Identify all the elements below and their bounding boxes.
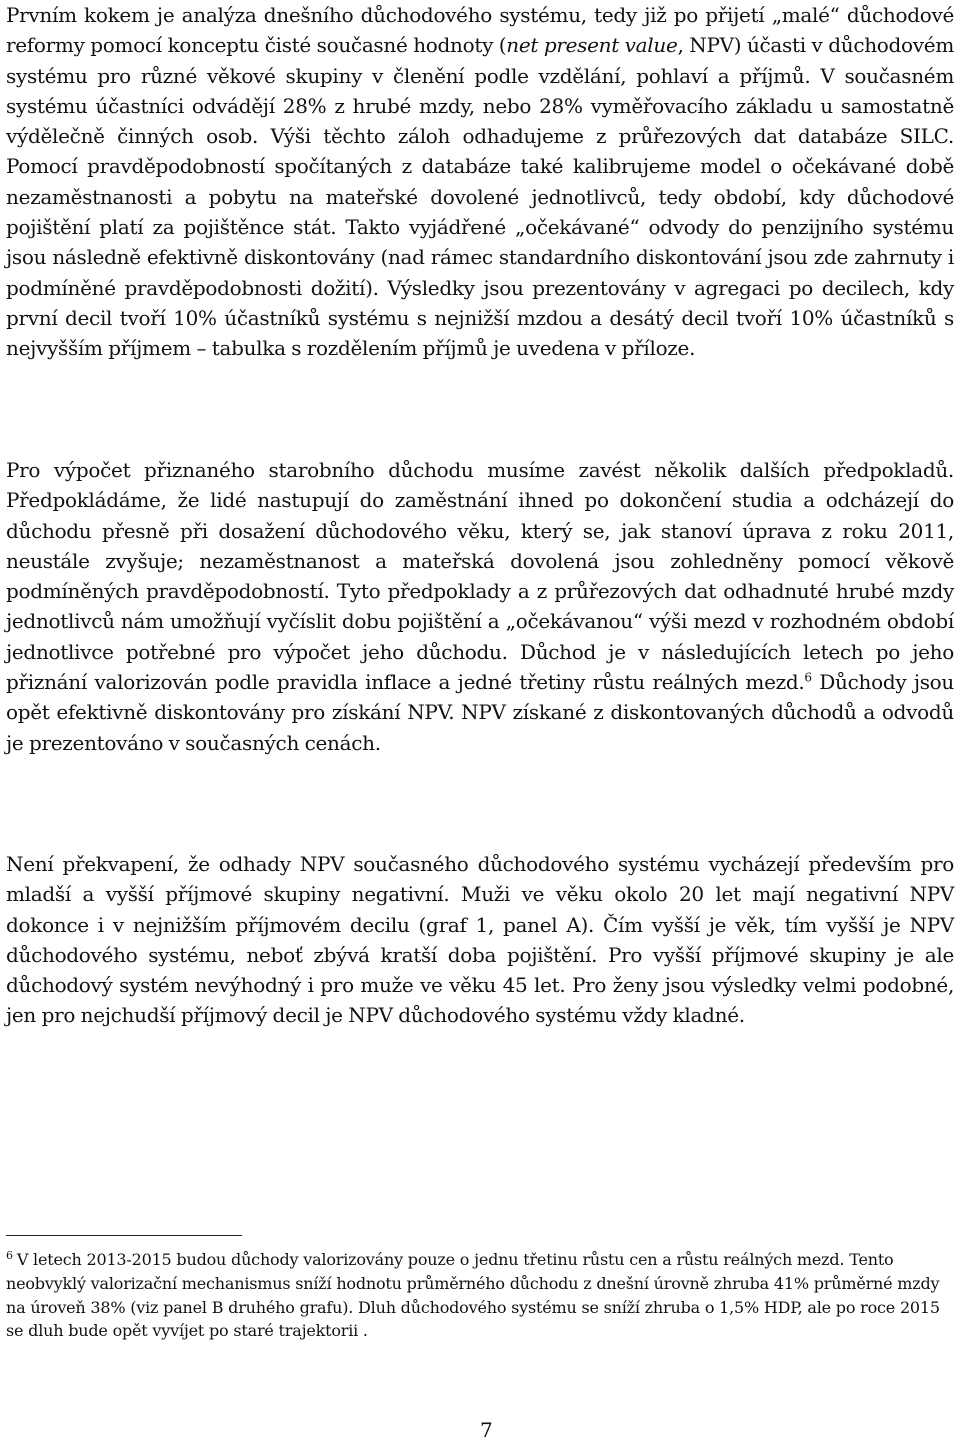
page-number: 7	[480, 1418, 493, 1442]
paragraph-pension-assumptions	[6, 455, 954, 758]
footnote-marker: 6	[6, 1248, 13, 1262]
paragraph-text: Prvním kokem je analýza dnešního důchodového systému, tedy již po přijetí „malé“ důchodové reformy pomocí konceptu čisté současné hodnoty (	[6, 3, 954, 58]
paragraph-text: , NPV) účasti v důchodovém systému pro různé věkové skupiny v členění podle vzdělání, pohlaví a příjmů. V současném systému účastníci odvádějí 28% z hrubé mzdy, nebo 28% vyměřovacího základu u samostatně výdělečně činných osob. Výši těchto záloh odhadujeme z průřezových dat databáze SILC. Pomocí pravděpodobností spočítaných z databáze také kalibrujeme model o očekávané době nezaměstnanosti a pobytu na mateřské dovolené jednotlivců, tedy období, kdy důchodové pojištění platí za pojištěnce stát. Takto vyjádřené „očekávané“ odvody do penzijního systému jsou následně efektivně diskontovány (nad rámec standardního diskontování jsou zde zahrnuty i podmíněné pravděpodobnosti dožití). Výsledky jsou prezentovány v agregaci po decilech, kdy první decil tvoří 10% účastníků systému s nejnižší mzdou a desátý decil tvoří 10% účastníků s nejvyšším příjmem – tabulka s rozdělením příjmů je uvedena v příloze.	[6, 33, 954, 361]
paragraph-text: Není překvapení, že odhady NPV současného důchodového systému vycházejí především pro mladší a vyšší příjmové skupiny negativní. Muži ve věku okolo 20 let mají negativní NPV dokonce i v nejnižším příjmovém decilu (graf 1, panel A). Čím vyšší je věk, tím vyšší je NPV důchodového systému, neboť zbývá kratší doba pojištění. Pro vyšší příjmové skupiny je ale důchodový systém nevýhodný i pro muže ve věku 45 let. Pro ženy jsou výsledky velmi podobné, jen pro nejchudší příjmový decil je NPV důchodového systému vždy kladné.	[6, 852, 954, 1028]
paragraph-npv-analysis	[6, 0, 954, 364]
footnote-reference[interactable]: 6	[804, 670, 812, 685]
footnote-separator	[6, 1235, 242, 1236]
footnote-text: V letech 2013-2015 budou důchody valorizovány pouze o jednu třetinu růstu cen a růstu reálných mezd. Tento neobvyklý valorizační mechanismus sníží hodnotu průměrného důchodu z dnešní úrovně zhruba 41% průměrné mzdy na úroveň 38% (viz panel B druhého grafu). Dluh důchodového systému se sníží zhruba o 1,5% HDP, ale po roce 2015 se dluh bude opět vyvíjet po staré trajektorii .	[6, 1250, 940, 1341]
italic-term: net present value	[506, 33, 678, 58]
paragraph-text: Důchody jsou opět efektivně diskontovány pro získání NPV. NPV získané z diskontovaných důchodů a odvodů je prezentováno v současných cenách.	[6, 670, 955, 755]
paragraph-text: Pro výpočet přiznaného starobního důchodu musíme zavést několik dalších předpokladů. Předpokládáme, že lidé nastupují do zaměstnání ihned po dokončení studia a odcházejí do důchodu přesně při dosažení důchodového věku, který se, jak stanoví úprava z roku 2011, neustále zvyšuje; nezaměstnanost a mateřská dovolená jsou zohledněny pomocí věkově podmíněných pravděpodobností. Tyto předpoklady a z průřezových dat odhadnuté hrubé mzdy jednotlivců nám umožňují vyčíslit dobu pojištění a „očekávanou“ výši mezd v rozhodném období jednotlivce potřebné pro výpočet jeho důchodu. Důchod je v následujících letech po jeho přiznání valorizován podle pravidla inflace a jedné třetiny růstu reálných mezd.	[6, 458, 954, 695]
paragraph-npv-results	[6, 849, 954, 1031]
footnote	[6, 1248, 946, 1343]
